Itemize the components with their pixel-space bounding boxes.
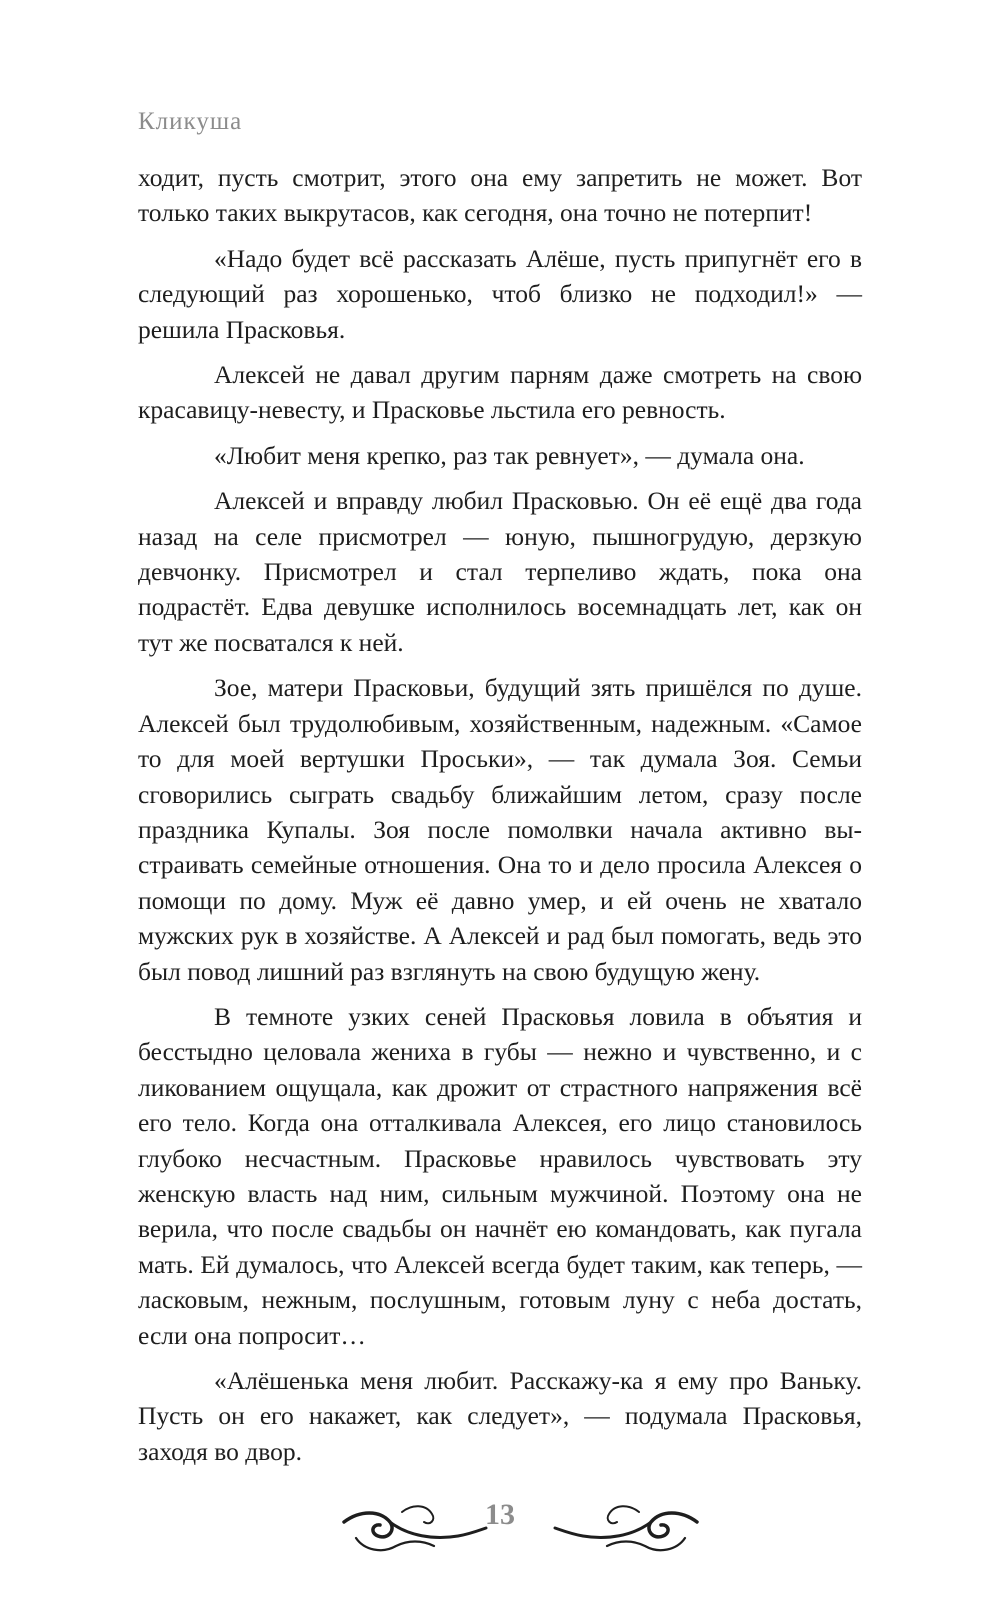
paragraph: В темноте узких сеней Прасковья ловила в объятия и бесстыдно целовала жениха в губы — нежно и чувственно, и с ликованием ощущала, как дрожит от страстного напряжения всё его тело. Когда она отталкивала Алексея, его лицо становилось глубоко несчастным. Прасковье нравилось чувствовать эту женскую власть над ним, сильным мужчиной. Поэтому она не верила, что после свадьбы он начнёт ею командовать, как пугала мать. Ей думалось, что Алексей всегда будет таким, как теперь, — ласковым, нежным, послушным, готовым луну с неба достать, если она попросит… [138,1001,862,1350]
paragraph: «Надо будет всё рассказать Алёше, пусть припугнёт его в следующий раз хорошенько, чтоб близко не подходил!» — решила Прасковья. [138,243,862,344]
page-footer [0,1488,1000,1564]
body-text [138,160,862,1479]
paragraph: Зое, матери Прасковьи, будущий зять пришёлся по душе. Алексей был трудолюбивым, хозяйственным, надежным. «Самое то для моей вертушки Проськи», — так думала Зоя. Семьи сговорились сыграть свадьбу ближайшим летом, сразу после праздника Купалы. Зоя после помолвки начала активно выстраивать семейные отношения. Она то и дело просила Алексея о помощи по дому. Муж её давно умер, и ей очень не хватало мужских рук в хозяйстве. А Алексей и рад был помогать, ведь это был повод лишний раз взглянуть на свою будущую жену. [138,673,862,986]
paragraph: «Любит меня крепко, раз так ревнует», — думала она. [214,440,805,470]
running-title: Кликуша [138,108,243,135]
right-flourish-ornament [553,1488,703,1564]
paragraph: Алексей и вправду любил Прасковью. Он её ещё два года назад на селе присмотрел — юную, пышногрудую, дерзкую девчонку. Присмотрел и стал терпеливо ждать, пока она подрастёт. Едва девушке исполнилось восемнадцать лет, как он тут же посватался к ней. [138,486,862,657]
paragraph: «Алёшенька меня любит. Расскажу-ка я ему про Ваньку. Пусть он его накажет, как следует», — подумала Прасковья, заходя во двор. [138,1366,862,1466]
page-number: 13 [485,1498,515,1531]
paragraph: ходит, пусть смотрит, этого она ему запретить не может. Вот только таких выкрутасов, как сегодня, она точно не потерпит! [138,163,862,228]
paragraph: Алексей не давал другим парням даже смотреть на свою красавицу-невесту, и Прасковье льстила его ревность. [138,360,862,425]
